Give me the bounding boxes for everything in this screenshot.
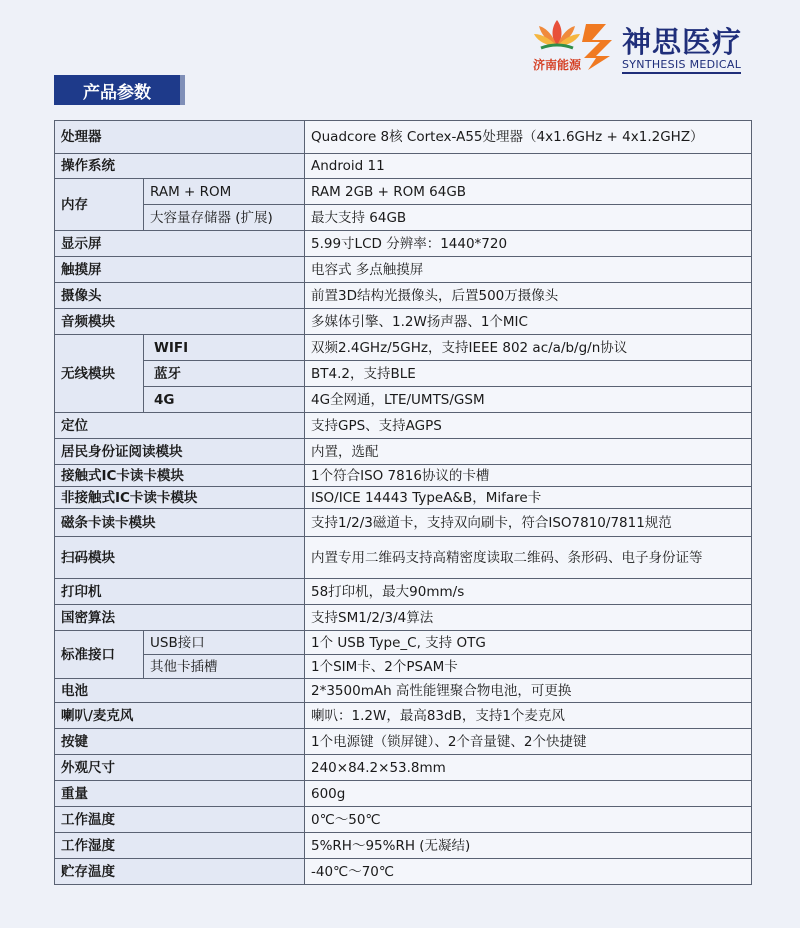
spec-table	[54, 120, 752, 885]
spec-value: Android 11	[305, 154, 752, 179]
spec-label: 非接触式IC卡读卡模块	[55, 487, 305, 509]
spec-row-contactless-ic	[55, 487, 752, 509]
logo1-caption: 济南能源	[532, 58, 581, 72]
spec-value: 多媒体引擎、1.2W扬声器、1个MIC	[305, 309, 752, 335]
spec-value: 600g	[305, 781, 752, 807]
spec-value: 1个电源键（锁屏键）、2个音量键、2个快捷键	[305, 729, 752, 755]
spec-label: 标准接口	[55, 631, 144, 679]
spec-row-printer	[55, 579, 752, 605]
spec-row-dimensions	[55, 755, 752, 781]
spec-row-gps	[55, 413, 752, 439]
spec-label: 按键	[55, 729, 305, 755]
spec-sublabel: 蓝牙	[144, 361, 305, 387]
section-title: 产品参数	[54, 75, 185, 105]
spec-label: 国密算法	[55, 605, 305, 631]
logo-mark-icon	[582, 22, 616, 72]
spec-row-display	[55, 231, 752, 257]
spec-value: BT4.2，支持BLE	[305, 361, 752, 387]
spec-label: 扫码模块	[55, 537, 305, 579]
spec-label: 接触式IC卡读卡模块	[55, 465, 305, 487]
spec-sublabel: 大容量存储器 (扩展)	[144, 205, 305, 231]
spec-label: 磁条卡读卡模块	[55, 509, 305, 537]
spec-row-battery	[55, 679, 752, 703]
spec-value: 5%RH～95%RH (无凝结)	[305, 833, 752, 859]
spec-row-idcard	[55, 439, 752, 465]
spec-label: 贮存温度	[55, 859, 305, 885]
header	[0, 0, 800, 110]
spec-value: 1个符合ISO 7816协议的卡槽	[305, 465, 752, 487]
spec-value: 支持GPS、支持AGPS	[305, 413, 752, 439]
spec-sublabel: WIFI	[144, 335, 305, 361]
spec-value: 5.99寸LCD 分辨率：1440*720	[305, 231, 752, 257]
spec-value: -40℃～70℃	[305, 859, 752, 885]
lotus-icon	[533, 18, 581, 52]
spec-value: 1个SIM卡、2个PSAM卡	[305, 655, 752, 679]
spec-label: 外观尺寸	[55, 755, 305, 781]
spec-value: 前置3D结构光摄像头，后置500万摄像头	[305, 283, 752, 309]
spec-row-touch	[55, 257, 752, 283]
spec-label: 操作系统	[55, 154, 305, 179]
spec-value: ISO/ICE 14443 TypeA&B，Mifare卡	[305, 487, 752, 509]
spec-row-speaker	[55, 703, 752, 729]
spec-sublabel: RAM + ROM	[144, 179, 305, 205]
spec-sublabel: 其他卡插槽	[144, 655, 305, 679]
spec-row-keys	[55, 729, 752, 755]
spec-label: 重量	[55, 781, 305, 807]
spec-row-wireless-3	[55, 387, 752, 413]
spec-value: 内置专用二维码支持高精密度读取二维码、条形码、电子身份证等	[305, 537, 752, 579]
spec-row-ports-2	[55, 655, 752, 679]
spec-value: 2*3500mAh 高性能锂聚合物电池，可更换	[305, 679, 752, 703]
spec-label: 工作湿度	[55, 833, 305, 859]
spec-row-ports-1	[55, 631, 752, 655]
logo2-cn: 神思医疗	[622, 25, 743, 59]
spec-row-storage-temp	[55, 859, 752, 885]
synthesis-medical-logo	[582, 20, 752, 76]
spec-label: 处理器	[55, 121, 305, 154]
spec-row-processor	[55, 121, 752, 154]
spec-value: 支持1/2/3磁道卡，支持双向刷卡，符合ISO7810/7811规范	[305, 509, 752, 537]
spec-value: 内置，选配	[305, 439, 752, 465]
spec-row-magstripe	[55, 509, 752, 537]
spec-row-wireless-2	[55, 361, 752, 387]
spec-label: 音频模块	[55, 309, 305, 335]
spec-row-memory-1	[55, 179, 752, 205]
spec-value: 喇叭：1.2W，最高83dB，支持1个麦克风	[305, 703, 752, 729]
spec-row-memory-2	[55, 205, 752, 231]
spec-value: RAM 2GB + ROM 64GB	[305, 179, 752, 205]
spec-row-os	[55, 154, 752, 179]
spec-label: 内存	[55, 179, 144, 231]
spec-row-weight	[55, 781, 752, 807]
spec-label: 喇叭/麦克风	[55, 703, 305, 729]
spec-value: Quadcore 8核 Cortex-A55处理器（4x1.6GHz + 4x1.2GHZ）	[305, 121, 752, 154]
spec-label: 摄像头	[55, 283, 305, 309]
spec-row-contact-ic	[55, 465, 752, 487]
spec-label: 无线模块	[55, 335, 144, 413]
spec-label: 工作温度	[55, 807, 305, 833]
spec-value: 支持SM1/2/3/4算法	[305, 605, 752, 631]
spec-row-camera	[55, 283, 752, 309]
spec-value: 4G全网通，LTE/UMTS/GSM	[305, 387, 752, 413]
spec-label: 电池	[55, 679, 305, 703]
spec-value: 240×84.2×53.8mm	[305, 755, 752, 781]
spec-row-audio	[55, 309, 752, 335]
spec-value: 0℃～50℃	[305, 807, 752, 833]
spec-row-op-humidity	[55, 833, 752, 859]
spec-value: 电容式 多点触摸屏	[305, 257, 752, 283]
spec-value: 最大支持 64GB	[305, 205, 752, 231]
spec-value: 1个 USB Type_C, 支持 OTG	[305, 631, 752, 655]
spec-value: 58打印机，最大90mm/s	[305, 579, 752, 605]
spec-value: 双频2.4GHz/5GHz，支持IEEE 802 ac/a/b/g/n协议	[305, 335, 752, 361]
spec-row-scanner	[55, 537, 752, 579]
spec-label: 显示屏	[55, 231, 305, 257]
spec-row-wireless-1	[55, 335, 752, 361]
spec-sublabel: USB接口	[144, 631, 305, 655]
spec-label: 打印机	[55, 579, 305, 605]
spec-label: 触摸屏	[55, 257, 305, 283]
spec-label: 定位	[55, 413, 305, 439]
spec-row-op-temp	[55, 807, 752, 833]
spec-sublabel: 4G	[144, 387, 305, 413]
spec-row-crypto	[55, 605, 752, 631]
logo2-en: SYNTHESIS MEDICAL	[622, 58, 741, 74]
spec-label: 居民身份证阅读模块	[55, 439, 305, 465]
